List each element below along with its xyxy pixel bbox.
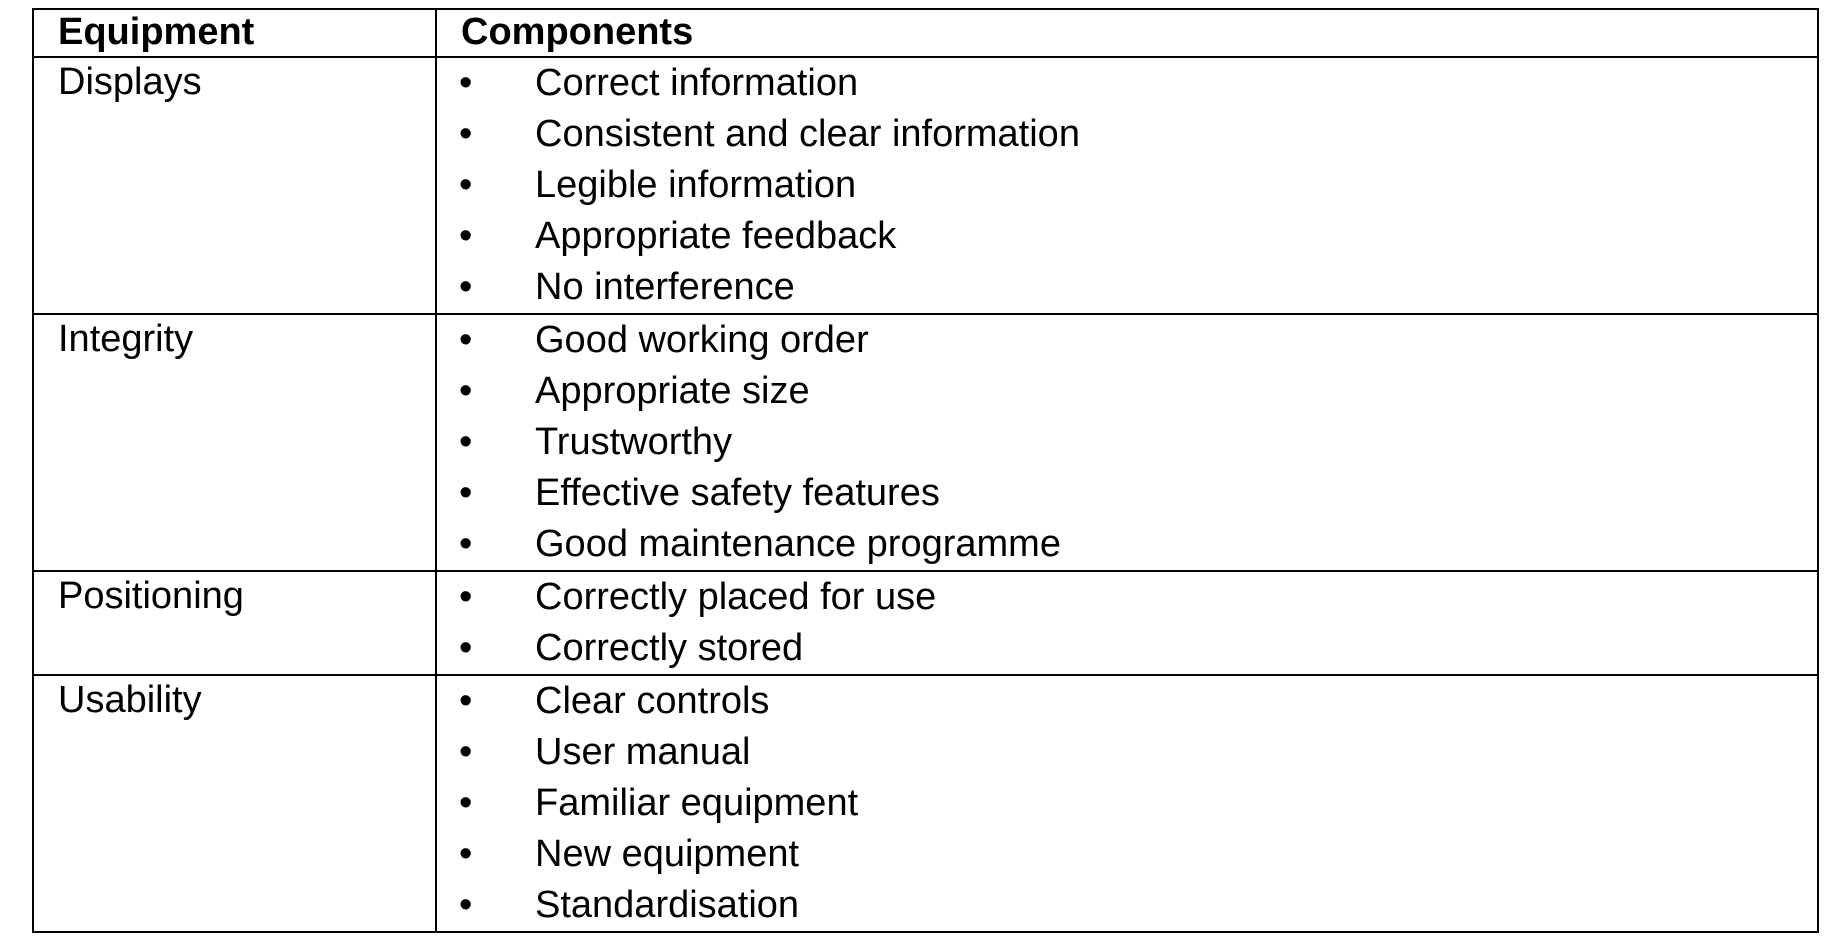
list-item — [437, 727, 1817, 778]
component-text: Correctly stored — [535, 627, 804, 669]
bullet-icon: • — [459, 319, 473, 361]
table-row — [33, 314, 1818, 571]
component-text: Appropriate size — [535, 370, 810, 412]
bullet-icon: • — [459, 782, 473, 824]
list-item — [437, 519, 1817, 570]
components-cell — [436, 675, 1818, 932]
list-item — [437, 417, 1817, 468]
list-item — [437, 468, 1817, 519]
table-row — [33, 571, 1818, 675]
bullet-icon: • — [459, 472, 473, 514]
components-cell — [436, 57, 1818, 314]
components-list — [437, 58, 1817, 313]
component-text: Effective safety features — [535, 472, 940, 514]
components-cell — [436, 571, 1818, 675]
component-text: Trustworthy — [535, 421, 733, 463]
bullet-icon: • — [459, 62, 473, 104]
list-item — [437, 211, 1817, 262]
list-item — [437, 623, 1817, 674]
bullet-icon: • — [459, 164, 473, 206]
components-list — [437, 315, 1817, 570]
header-row — [33, 9, 1818, 57]
header-equipment: Equipment — [33, 9, 436, 57]
table-row — [33, 675, 1818, 932]
list-item — [437, 676, 1817, 727]
bullet-icon: • — [459, 680, 473, 722]
list-item — [437, 880, 1817, 931]
component-text: Good maintenance programme — [535, 523, 1061, 565]
component-text: Familiar equipment — [535, 782, 859, 824]
component-text: No interference — [535, 266, 795, 308]
bullet-icon: • — [459, 113, 473, 155]
bullet-icon: • — [459, 215, 473, 257]
list-item — [437, 160, 1817, 211]
bullet-icon: • — [459, 731, 473, 773]
components-cell — [436, 314, 1818, 571]
list-item — [437, 315, 1817, 366]
component-text: Consistent and clear information — [535, 113, 1080, 155]
header-components: Components — [436, 9, 1818, 57]
bullet-icon: • — [459, 266, 473, 308]
component-text: Appropriate feedback — [535, 215, 897, 257]
list-item — [437, 58, 1817, 109]
list-item — [437, 366, 1817, 417]
component-text: Good working order — [535, 319, 869, 361]
component-text: Correctly placed for use — [535, 576, 937, 618]
table-row — [33, 57, 1818, 314]
list-item — [437, 572, 1817, 623]
bullet-icon: • — [459, 833, 473, 875]
list-item — [437, 778, 1817, 829]
component-text: Correct information — [535, 62, 859, 104]
bullet-icon: • — [459, 370, 473, 412]
component-text: User manual — [535, 731, 751, 773]
bullet-icon: • — [459, 627, 473, 669]
component-text: New equipment — [535, 833, 800, 875]
component-text: Clear controls — [535, 680, 770, 722]
equipment-cell: Usability — [33, 675, 436, 932]
bullet-icon: • — [459, 421, 473, 463]
components-list — [437, 676, 1817, 931]
list-item — [437, 262, 1817, 313]
equipment-components-table — [32, 8, 1819, 933]
component-text: Standardisation — [535, 884, 800, 926]
bullet-icon: • — [459, 884, 473, 926]
list-item — [437, 109, 1817, 160]
bullet-icon: • — [459, 576, 473, 618]
equipment-cell: Positioning — [33, 571, 436, 675]
bullet-icon: • — [459, 523, 473, 565]
equipment-cell: Integrity — [33, 314, 436, 571]
components-list — [437, 572, 1817, 674]
list-item — [437, 829, 1817, 880]
component-text: Legible information — [535, 164, 857, 206]
equipment-cell: Displays — [33, 57, 436, 314]
